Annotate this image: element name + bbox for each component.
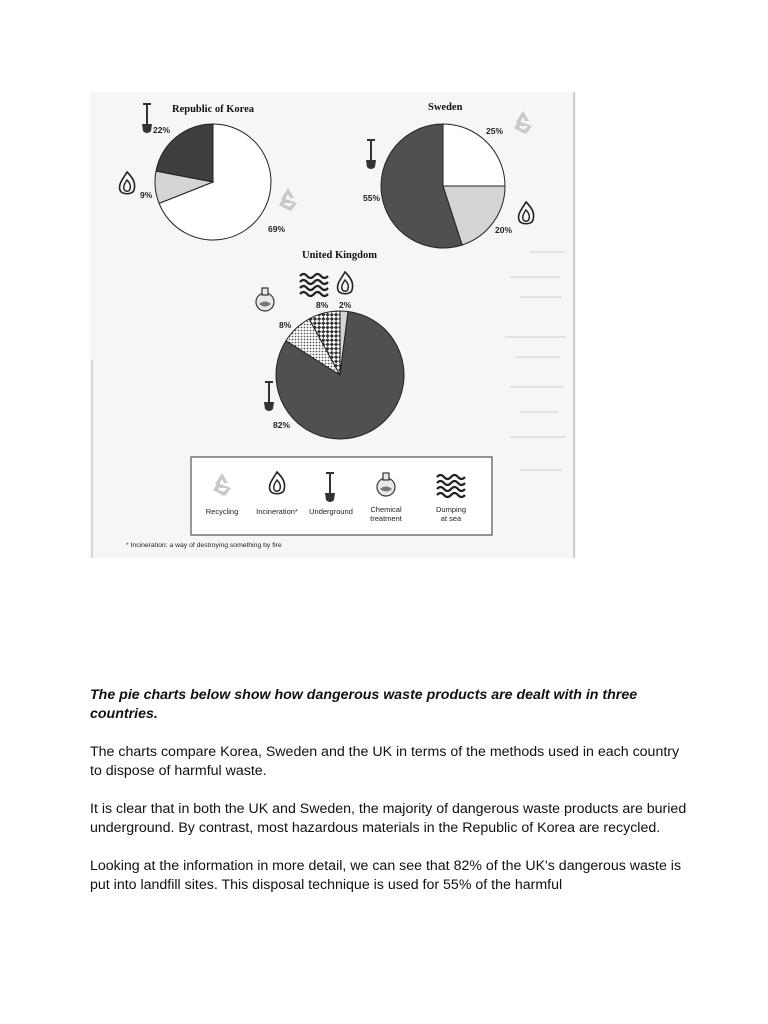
- flame-icon: [120, 172, 135, 194]
- pie-title-sweden: Sweden: [428, 102, 463, 113]
- legend-dumping: Dumping at sea: [435, 505, 467, 523]
- label-korea-underground: 22%: [153, 125, 171, 135]
- shovel-icon: [264, 381, 274, 411]
- pie-korea: [155, 124, 271, 240]
- label-uk-incineration: 2%: [339, 300, 352, 310]
- shovel-icon: [366, 139, 376, 169]
- waves-icon: [300, 274, 328, 296]
- shovel-icon: [142, 103, 152, 133]
- article-heading: The pie charts below show how dangerous waste products are dealt with in three countries.: [90, 687, 638, 722]
- pie-sweden: [381, 124, 505, 248]
- footnote: * Incineration: a way of destroying something by fire: [126, 542, 282, 549]
- legend-incineration: Incineration*: [256, 507, 298, 516]
- legend-recycling: Recycling: [205, 507, 239, 516]
- article-paragraph-1: The charts compare Korea, Sweden and the UK in terms of the methods used in each country to dispose of harmful waste.: [90, 744, 680, 779]
- scan-background-noise: [505, 252, 566, 470]
- label-sweden-recycling: 25%: [486, 126, 504, 136]
- recycle-icon: [279, 188, 297, 211]
- label-uk-chemical: 8%: [279, 320, 292, 330]
- label-uk-dumping: 8%: [316, 300, 329, 310]
- article-text: [90, 686, 690, 914]
- flask-icon: [256, 288, 274, 311]
- label-korea-incineration: 9%: [140, 190, 153, 200]
- label-sweden-underground: 55%: [363, 193, 381, 203]
- label-sweden-incineration: 20%: [495, 225, 513, 235]
- article-paragraph-3: Looking at the information in more detail, we can see that 82% of the UK's dangerous waste is put into landfill sites. This disposal technique is used for 55% of the harmful: [90, 858, 682, 893]
- pie-uk: [276, 311, 404, 439]
- flame-icon: [338, 272, 353, 294]
- legend-chemical: Chemical treatment: [370, 505, 402, 523]
- flame-icon: [519, 202, 534, 224]
- label-uk-underground: 82%: [273, 420, 291, 430]
- recycle-icon: [514, 111, 532, 134]
- article-paragraph-2: It is clear that in both the UK and Sweden, the majority of dangerous waste products are buried underground. By contrast, most hazardous materials in the Republic of Korea are recycled.: [90, 801, 687, 836]
- pie-title-korea: Republic of Korea: [172, 104, 255, 115]
- pie-charts-svg: [90, 92, 576, 558]
- pie-title-uk: United Kingdom: [302, 250, 377, 261]
- label-korea-recycling: 69%: [268, 224, 286, 234]
- chart-figure: [90, 92, 576, 558]
- legend-underground: Underground: [309, 507, 353, 516]
